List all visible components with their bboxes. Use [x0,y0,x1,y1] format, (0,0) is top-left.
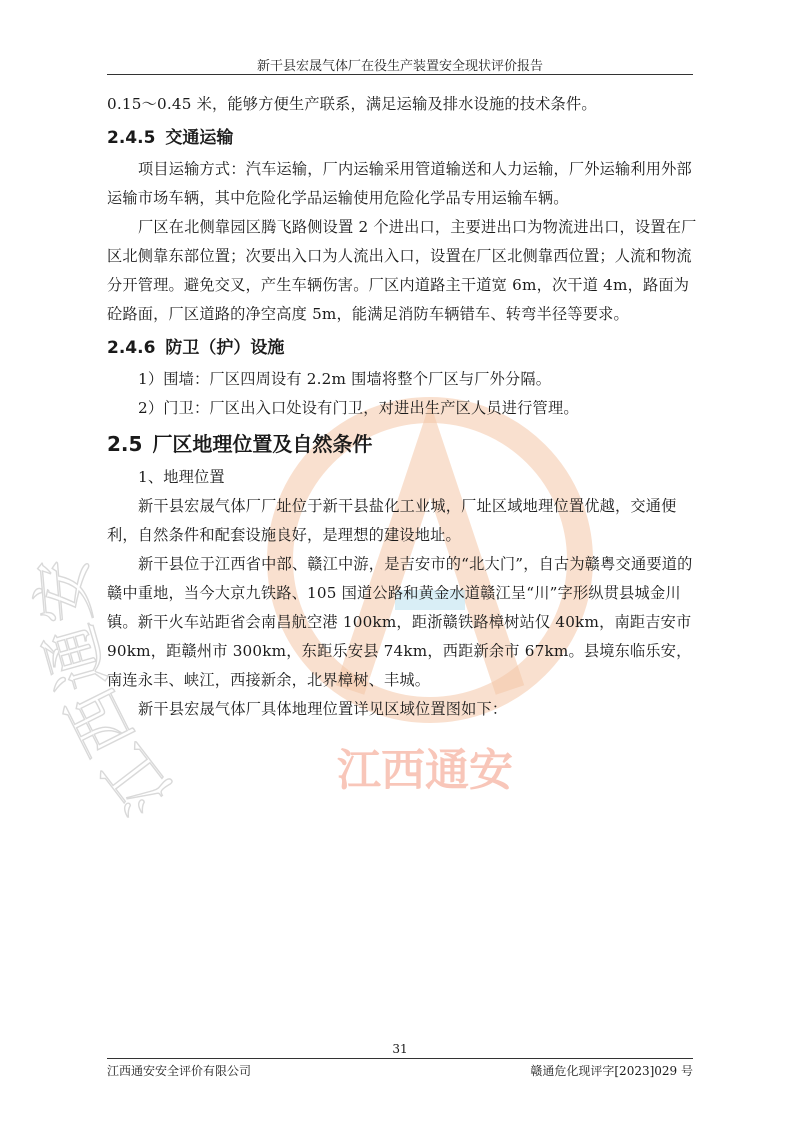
transport-paragraph-2: 厂区在北侧靠园区腾飞路侧设置 2 个进出口，主要进出口为物流进出口，设置在厂区北侧靠东部位置；次要出入口为人流出入口，设置在厂区北侧靠西位置；人流和物流分开管理。避免交叉，产生车辆伤害。厂区内道路主干道宽 6m，次干道 4m，路面为砼路面，厂区道路的净空高度 5m，能满足消防车辆错车、转弯半径等要求。 [107,218,697,323]
page-header-title: 新干县宏晟气体厂在役生产装置安全现状评价报告 [256,59,543,74]
intro-paragraph: 0.15～0.45 米，能够方便生产联系，满足运输及排水设施的技术条件。 [107,95,597,113]
watermark-arc-text: 江西通安 [25,555,187,827]
watermark-red-text: 江西通安 [337,745,513,796]
wall-paragraph: 1）围墙：厂区四周设有 2.2m 围墙将整个厂区与厂外分隔。 [138,370,552,388]
section-title: 厂区地理位置及自然条件 [152,432,373,456]
section-heading-2-4-6 [107,334,699,362]
section-number: 2.5 [107,432,143,456]
page-content [107,90,699,724]
section-heading-2-5 [107,429,699,459]
footer-doc-number: 赣通危化现评字[2023]029 号 [530,1064,693,1078]
section-number: 2.4.6 [107,338,156,358]
section-title: 防卫（护）设施 [165,338,285,358]
geo-paragraph-1: 新干县宏晟气体厂厂址位于新干县盐化工业城，厂址区域地理位置优越，交通便利，自然条件和配套设施良好，是理想的建设地址。 [107,497,677,544]
section-heading-2-4-5 [107,124,699,152]
section-title: 交通运输 [165,128,234,148]
page-number: 31 [392,1042,408,1056]
geo-paragraph-2: 新干县位于江西省中部、赣江中游，是吉安市的“北大门”，自古为赣粤交通要道的赣中重地，当今大京九铁路、105 国道公路和黄金水道赣江呈“川”字形纵贯县城金川镇。新干火车站距省会南昌航空港 100km，距浙赣铁路樟树站仅 40km，南距吉安市 90km，距赣州市 300km，东距乐安县 74km，西距新余市 67km。县境东临乐安，南连永丰、峡江，西接新余，北界樟树、丰城。 [107,555,693,689]
gate-paragraph: 2）门卫：厂区出入口处设有门卫，对进出生产区人员进行管理。 [138,399,579,417]
header-divider [107,74,693,75]
footer-divider [107,1058,693,1059]
geo-paragraph-3: 新干县宏晟气体厂具体地理位置详见区域位置图如下： [138,700,508,718]
footer-company: 江西通安安全评价有限公司 [107,1064,252,1078]
geo-subheading: 1、地理位置 [138,468,225,486]
section-number: 2.4.5 [107,128,156,148]
transport-paragraph-1: 项目运输方式：汽车运输，厂内运输采用管道输送和人力运输，厂外运输利用外部运输市场车辆，其中危险化学品运输使用危险化学品专用运输车辆。 [107,160,692,207]
